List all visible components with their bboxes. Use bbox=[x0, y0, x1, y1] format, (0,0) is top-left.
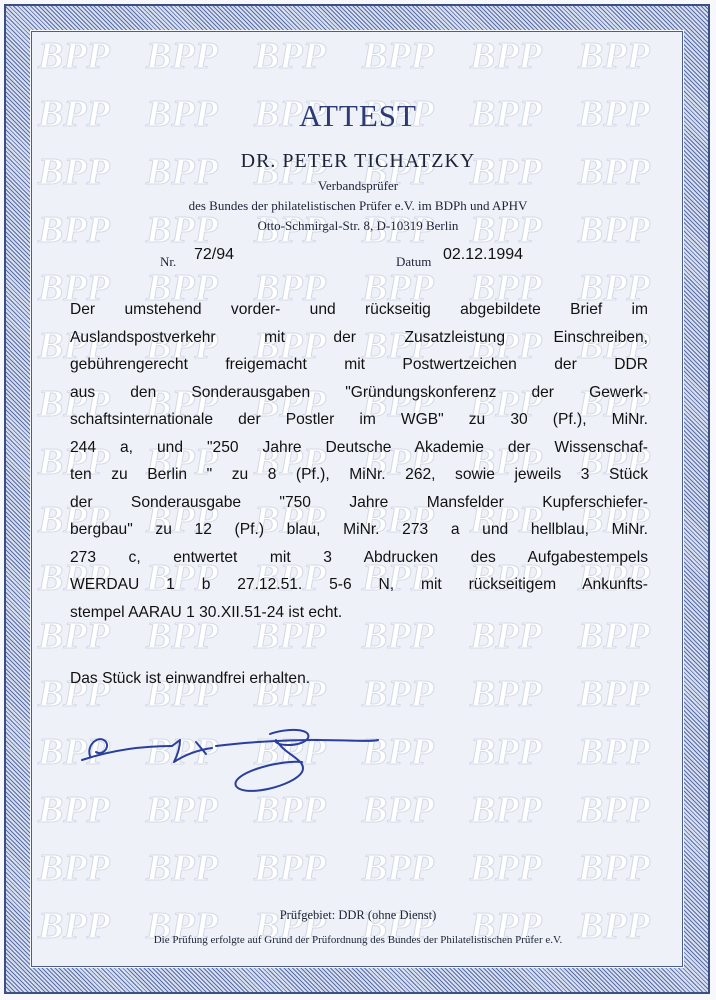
attestation-line: gebührengerecht freigemacht mit Postwertzeichen der DDR bbox=[70, 356, 648, 373]
certificate-title: ATTEST bbox=[299, 98, 417, 133]
attestation-line: stempel AARAU 1 30.XII.51-24 ist echt. bbox=[70, 603, 343, 621]
attestation-line: 273 c, entwertet mit 3 Abdrucken des Aufgabestempels bbox=[70, 548, 648, 566]
attestation-line: aus den Sonderausgaben "Gründungskonferenz der Gewerk- bbox=[70, 383, 648, 401]
attestation-line: bergbau" zu 12 (Pf.) blau, MiNr. 273 a und hellblau, MiNr. bbox=[70, 521, 648, 538]
attestation-line: schaftsinternationale der Postler im WGB" zu 30 (Pf.), MiNr. bbox=[70, 411, 648, 428]
examination-scope: Prüfgebiet: DDR (ohne Dienst) bbox=[279, 908, 437, 922]
examiner-affiliation: des Bundes der philatelistischen Prüfer e.V. im BDPh und APHV bbox=[188, 198, 528, 213]
attestation-line: WERDAU 1 b 27.12.51. 5-6 N, mit rückseitigem Ankunfts- bbox=[70, 576, 648, 593]
handwritten-signature bbox=[76, 716, 396, 806]
examiner-role: Verbandsprüfer bbox=[317, 178, 399, 193]
certificate-number: 72/94 bbox=[194, 246, 235, 263]
examiner-name: DR. PETER TICHATZKY bbox=[240, 150, 476, 172]
attestation-line: Auslandspostverkehr mit der Zusatzleistung Einschreiben, bbox=[70, 328, 648, 346]
attestation-line: ten zu Berlin " zu 8 (Pf.), MiNr. 262, sowie jeweils 3 Stück bbox=[70, 466, 648, 483]
number-label: Nr. bbox=[160, 254, 177, 269]
attestation-line: 244 a, und "250 Jahre Deutsche Akademie der Wissenschaf- bbox=[70, 438, 648, 456]
certificate-date: 02.12.1994 bbox=[443, 246, 524, 263]
regulation-note: Die Prüfung erfolgte auf Grund der Prüfordnung des Bundes der Philatelistischen Prüfer e.V. bbox=[153, 934, 563, 946]
attestation-text bbox=[70, 296, 648, 626]
attestation-line: Der umstehend vorder- und rückseitig abgebildete Brief im bbox=[70, 301, 648, 318]
condition-statement: Das Stück ist einwandfrei erhalten. bbox=[70, 670, 311, 687]
date-label: Datum bbox=[396, 254, 432, 269]
attestation-line: der Sonderausgabe "750 Jahre Mansfelder Kupferschiefer- bbox=[70, 493, 648, 511]
examiner-address: Otto-Schmirgal-Str. 8, D-10319 Berlin bbox=[257, 218, 459, 233]
